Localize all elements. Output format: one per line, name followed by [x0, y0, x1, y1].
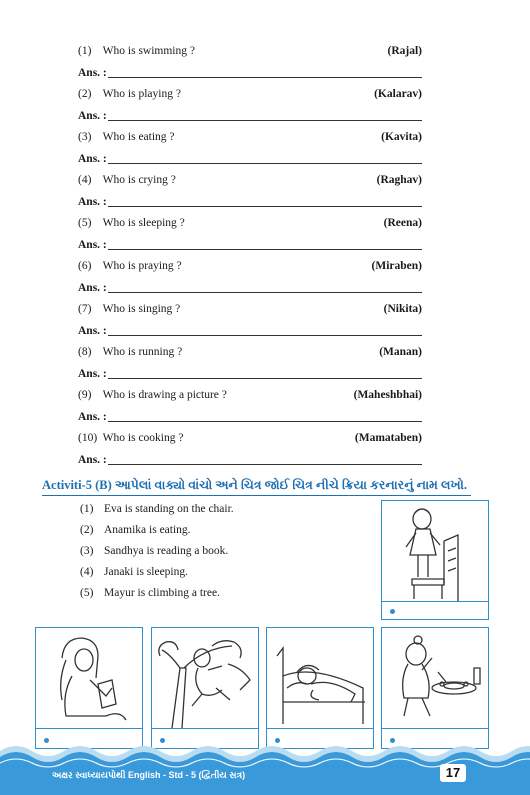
sentence-4: (4) Janaki is sleeping.	[80, 566, 188, 578]
question-name: (Kavita)	[381, 131, 422, 143]
question-name: (Kalarav)	[374, 88, 422, 100]
activity-label: Activiti-5 (B)	[42, 478, 112, 492]
answer-line-4[interactable]: Ans. :	[78, 195, 422, 209]
picture-card-climbing-tree	[151, 627, 259, 749]
question-name: (Rajal)	[387, 45, 422, 57]
picture-card-eating	[381, 627, 489, 749]
answer-line-7[interactable]: Ans. :	[78, 324, 422, 338]
answer-line-10[interactable]: Ans. :	[78, 453, 422, 467]
question-name: (Nikita)	[383, 303, 422, 315]
page-number: 17	[440, 764, 466, 782]
picture-card-reading-book	[35, 627, 143, 749]
question-name: (Maheshbhai)	[353, 389, 422, 401]
activity-heading	[42, 478, 467, 493]
question-name: (Mamataben)	[354, 432, 422, 444]
footer-text: અક્ષર સ્વાધ્યાયપોથી English - Std - 5 (દ્વિતીય સત્ર)	[52, 770, 246, 780]
girl-on-chair-illustration-icon	[382, 501, 490, 601]
answer-line-8[interactable]: Ans. :	[78, 367, 422, 381]
question-5: (5) Who is sleeping ? (Reena)	[78, 217, 422, 229]
boy-climbing-tree-illustration-icon	[152, 628, 260, 728]
question-7: (7) Who is singing ? (Nikita)	[78, 303, 422, 315]
girl-reading-illustration-icon	[36, 628, 144, 728]
question-4: (4) Who is crying ? (Raghav)	[78, 174, 422, 186]
question-10: (10) Who is cooking ? (Mamataben)	[78, 432, 422, 444]
girl-eating-illustration-icon	[382, 628, 490, 728]
sentence-3: (3) Sandhya is reading a book.	[80, 545, 229, 557]
answer-line-9[interactable]: Ans. :	[78, 410, 422, 424]
answer-dot[interactable]	[390, 609, 395, 614]
question-8: (8) Who is running ? (Manan)	[78, 346, 422, 358]
question-name: (Manan)	[379, 346, 422, 358]
question-name: (Miraben)	[371, 260, 422, 272]
sentence-1: (1) Eva is standing on the chair.	[80, 503, 234, 515]
answer-line-3[interactable]: Ans. :	[78, 152, 422, 166]
question-9: (9) Who is drawing a picture ? (Maheshbhai)	[78, 389, 422, 401]
activity-instruction: આપેલાં વાક્યો વાંચો અને ચિત્ર જોઈ ચિત્ર નીચે ક્રિયા કરનારનું નામ લખો.	[114, 478, 467, 492]
question-3: (3) Who is eating ? (Kavita)	[78, 131, 422, 143]
answer-line-1[interactable]: Ans. :	[78, 66, 422, 80]
question-name: (Reena)	[383, 217, 422, 229]
answer-line-5[interactable]: Ans. :	[78, 238, 422, 252]
question-name: (Raghav)	[376, 174, 422, 186]
question-2: (2) Who is playing ? (Kalarav)	[78, 88, 422, 100]
question-1: (1) Who is swimming ? (Rajal)	[78, 45, 422, 57]
question-6: (6) Who is praying ? (Miraben)	[78, 260, 422, 272]
answer-line-2[interactable]: Ans. :	[78, 109, 422, 123]
sentence-5: (5) Mayur is climbing a tree.	[80, 587, 220, 599]
girl-sleeping-illustration-icon	[267, 628, 375, 728]
picture-card-standing-on-chair	[381, 500, 489, 620]
answer-line-6[interactable]: Ans. :	[78, 281, 422, 295]
picture-card-sleeping	[266, 627, 374, 749]
sentence-2: (2) Anamika is eating.	[80, 524, 191, 536]
